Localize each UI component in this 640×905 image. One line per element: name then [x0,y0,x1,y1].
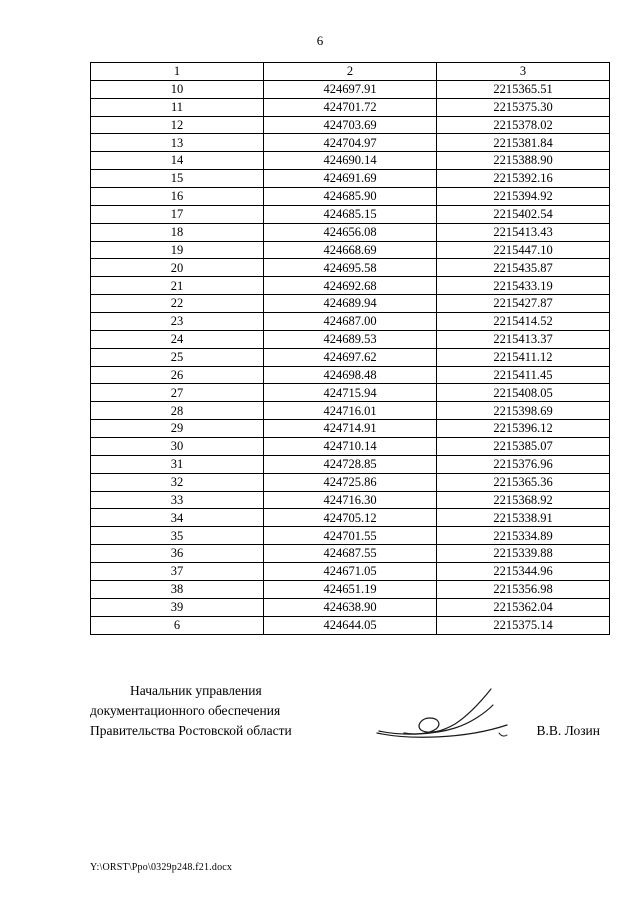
table-cell: 2215376.96 [437,455,610,473]
table-row [91,313,610,331]
table-cell: 31 [91,455,264,473]
table-cell: 2215365.36 [437,473,610,491]
table-cell: 424668.69 [264,241,437,259]
table-cell: 424685.90 [264,188,437,206]
table-row [91,80,610,98]
table-cell: 2215381.84 [437,134,610,152]
table-cell: 12 [91,116,264,134]
table-row [91,545,610,563]
table-cell: 2215398.69 [437,402,610,420]
table-cell: 13 [91,134,264,152]
table-cell: 424689.53 [264,330,437,348]
table-row [91,134,610,152]
table-cell: 37 [91,563,264,581]
table-cell: 2215433.19 [437,277,610,295]
table-cell: 11 [91,98,264,116]
table-cell: 2215411.45 [437,366,610,384]
table-header-row [91,63,610,81]
table-cell: 35 [91,527,264,545]
table-cell: 424651.19 [264,580,437,598]
signature-title-line: документационного обеспечения [90,702,281,718]
table-row [91,295,610,313]
signature-title-line: Начальник управления [130,682,262,698]
table-cell: 424716.30 [264,491,437,509]
table-cell: 424710.14 [264,438,437,456]
table-cell: 424692.68 [264,277,437,295]
table-cell: 2215414.52 [437,313,610,331]
table-cell: 424687.00 [264,313,437,331]
table-cell: 424728.85 [264,455,437,473]
table-row [91,277,610,295]
table-cell: 2215408.05 [437,384,610,402]
table-cell: 2215368.92 [437,491,610,509]
table-cell: 2215447.10 [437,241,610,259]
table-cell: 2215339.88 [437,545,610,563]
table-cell: 2215435.87 [437,259,610,277]
table-row [91,366,610,384]
table-row [91,438,610,456]
table-row [91,491,610,509]
table-cell: 2215375.14 [437,616,610,634]
table-cell: 424697.62 [264,348,437,366]
table-cell: 32 [91,473,264,491]
table-cell: 2215388.90 [437,152,610,170]
table-cell: 424705.12 [264,509,437,527]
table-cell: 24 [91,330,264,348]
table-cell: 22 [91,295,264,313]
table-cell: 25 [91,348,264,366]
table-cell: 26 [91,366,264,384]
page-number: 6 [316,33,324,48]
table-cell: 2215334.89 [437,527,610,545]
table-cell: 424716.01 [264,402,437,420]
table-cell: 424685.15 [264,205,437,223]
table-row [91,223,610,241]
table-cell: 17 [91,205,264,223]
table-cell: 424715.94 [264,384,437,402]
table-cell: 20 [91,259,264,277]
table-cell: 18 [91,223,264,241]
table-cell: 2215392.16 [437,170,610,188]
table-cell: 424671.05 [264,563,437,581]
table-row [91,455,610,473]
table-cell: 38 [91,580,264,598]
table-cell: 6 [91,616,264,634]
table-cell: 424690.14 [264,152,437,170]
table-cell: 10 [91,80,264,98]
table-row [91,259,610,277]
table-cell: 2215375.30 [437,98,610,116]
table-row [91,348,610,366]
table-cell: 14 [91,152,264,170]
table-row [91,402,610,420]
signature-block [90,681,600,741]
table-row [91,170,610,188]
table-cell: 39 [91,598,264,616]
table-cell: 28 [91,402,264,420]
table-row [91,384,610,402]
table-cell: 424691.69 [264,170,437,188]
table-row [91,241,610,259]
table-cell: 21 [91,277,264,295]
table-header-cell: 2 [264,63,437,81]
table-cell: 36 [91,545,264,563]
table-row [91,580,610,598]
document-file-path: Y:\ORST\Ppo\0329p248.f21.docx [90,862,233,873]
table-cell: 424644.05 [264,616,437,634]
table-header-cell: 1 [91,63,264,81]
table-row [91,598,610,616]
table-row [91,116,610,134]
table-cell: 2215402.54 [437,205,610,223]
table-cell: 34 [91,509,264,527]
table-row [91,616,610,634]
table-cell: 2215396.12 [437,420,610,438]
table-row [91,473,610,491]
table-row [91,152,610,170]
table-cell: 424689.94 [264,295,437,313]
table-cell: 424704.97 [264,134,437,152]
table-row [91,563,610,581]
signature-title [90,681,350,741]
signature-title-line: Правительства Ростовской области [90,722,292,738]
table-cell: 2215338.91 [437,509,610,527]
table-row [91,330,610,348]
table-row [91,509,610,527]
table-cell: 424656.08 [264,223,437,241]
table-cell: 424701.72 [264,98,437,116]
table-row [91,205,610,223]
table-row [91,527,610,545]
table-cell: 424703.69 [264,116,437,134]
table-cell: 424695.58 [264,259,437,277]
table-cell: 2215378.02 [437,116,610,134]
table-cell: 2215344.96 [437,563,610,581]
table-cell: 15 [91,170,264,188]
table-cell: 16 [91,188,264,206]
table-cell: 424638.90 [264,598,437,616]
table-cell: 424697.91 [264,80,437,98]
table-cell: 424725.86 [264,473,437,491]
table-cell: 2215365.51 [437,80,610,98]
table-cell: 30 [91,438,264,456]
table-cell: 2215356.98 [437,580,610,598]
table-header-cell: 3 [437,63,610,81]
table-cell: 424714.91 [264,420,437,438]
table-cell: 2215427.87 [437,295,610,313]
signer-name: В.В. Лозин [536,722,600,738]
table-cell: 2215385.07 [437,438,610,456]
table-row [91,98,610,116]
table-row [91,420,610,438]
coordinate-table [90,62,610,635]
table-cell: 19 [91,241,264,259]
table-cell: 2215362.04 [437,598,610,616]
table-cell: 424687.55 [264,545,437,563]
table-cell: 424701.55 [264,527,437,545]
table-cell: 2215413.43 [437,223,610,241]
table-cell: 29 [91,420,264,438]
table-row [91,188,610,206]
table-cell: 27 [91,384,264,402]
table-cell: 2215413.37 [437,330,610,348]
handwritten-signature-icon [373,683,513,745]
table-cell: 33 [91,491,264,509]
table-cell: 424698.48 [264,366,437,384]
table-cell: 2215394.92 [437,188,610,206]
coordinate-table-body [91,80,610,634]
table-cell: 23 [91,313,264,331]
table-cell: 2215411.12 [437,348,610,366]
